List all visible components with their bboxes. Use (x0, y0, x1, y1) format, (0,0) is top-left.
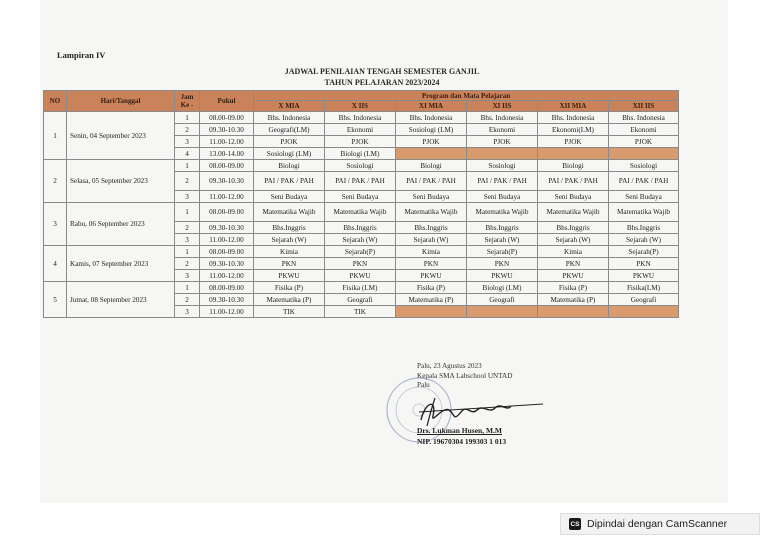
subject-cell: PKWU (538, 270, 609, 282)
subject-cell: Kimia (538, 246, 609, 258)
schedule-table (43, 90, 679, 318)
table-row (44, 246, 679, 258)
subject-cell: Sejarah(P) (325, 246, 396, 258)
subject-cell: PJOK (325, 136, 396, 148)
pukul-cell: 11.00-12.00 (200, 191, 254, 203)
sign-position: Kepala SMA Labschool UNTAD (417, 371, 513, 380)
header-class-3: XI IIS (467, 101, 538, 112)
table-row (44, 282, 679, 294)
subject-cell: Biologi (LM) (467, 282, 538, 294)
pukul-cell: 13.00-14.00 (200, 148, 254, 160)
subject-cell: Fisika (P) (538, 282, 609, 294)
subject-cell: Seni Budaya (538, 191, 609, 203)
subject-cell: Sejarah (W) (538, 234, 609, 246)
subject-cell: Sosiologi (467, 160, 538, 172)
jam-cell: 1 (175, 203, 200, 222)
subject-cell (396, 148, 467, 160)
subject-cell: Biologi (538, 160, 609, 172)
subject-cell: TIK (254, 306, 325, 318)
sign-city: Palu (417, 381, 430, 389)
subject-cell: PKWU (254, 270, 325, 282)
header-class-4: XII MIA (538, 101, 609, 112)
subject-cell: Bhs. Indonesia (467, 112, 538, 124)
subject-cell: Biologi (396, 160, 467, 172)
subject-cell (467, 148, 538, 160)
subject-cell: Geografi (467, 294, 538, 306)
jam-cell: 1 (175, 246, 200, 258)
jam-cell: 1 (175, 160, 200, 172)
subject-cell: PKN (254, 258, 325, 270)
subject-cell: Bhs. Indonesia (396, 112, 467, 124)
subject-cell: PKN (538, 258, 609, 270)
subject-cell: Seni Budaya (396, 191, 467, 203)
subject-cell: Seni Budaya (609, 191, 679, 203)
jam-cell: 3 (175, 306, 200, 318)
pukul-cell: 09.30-10.30 (200, 124, 254, 136)
day-number: 1 (44, 112, 67, 160)
sign-place-date: Palu, 23 Agustus 2023 (417, 362, 482, 370)
subject-cell (609, 148, 679, 160)
jam-cell: 1 (175, 112, 200, 124)
subject-cell: PKWU (609, 270, 679, 282)
header-pukul: Pukul (200, 91, 254, 112)
subject-cell: Bhs. Indonesia (254, 112, 325, 124)
subject-cell: PKWU (325, 270, 396, 282)
subject-cell: Sejarah (W) (254, 234, 325, 246)
header-hari: Hari/Tanggal (67, 91, 175, 112)
subject-cell: PAI / PAK / PAH (325, 172, 396, 191)
subject-cell: Geografi(LM) (254, 124, 325, 136)
jam-cell: 2 (175, 258, 200, 270)
subject-cell: PJOK (396, 136, 467, 148)
pukul-cell: 11.00-12.00 (200, 234, 254, 246)
header-class-0: X MIA (254, 101, 325, 112)
pukul-cell: 08.00-09.00 (200, 160, 254, 172)
jam-cell: 3 (175, 234, 200, 246)
pukul-cell: 11.00-12.00 (200, 136, 254, 148)
schedule-body (44, 112, 679, 318)
subject-cell: Sejarah(P) (467, 246, 538, 258)
subject-cell: Ekonomi (467, 124, 538, 136)
subject-cell: Seni Budaya (467, 191, 538, 203)
jam-cell: 2 (175, 124, 200, 136)
pukul-cell: 08.00-09.00 (200, 203, 254, 222)
jam-cell: 3 (175, 270, 200, 282)
subject-cell: Ekonomi (609, 124, 679, 136)
subject-cell: Bhs.Inggris (396, 222, 467, 234)
pukul-cell: 09.30-10.30 (200, 222, 254, 234)
subject-cell: Sosiologi (LM) (396, 124, 467, 136)
subject-cell: Geografi (609, 294, 679, 306)
subject-cell: PKN (609, 258, 679, 270)
handwritten-signature (415, 392, 545, 428)
subject-cell: Fisika (P) (254, 282, 325, 294)
subject-cell: Biologi (LM) (325, 148, 396, 160)
header-jam: Jam Ke - (175, 91, 200, 112)
subject-cell: PJOK (538, 136, 609, 148)
subject-cell: Bhs.Inggris (254, 222, 325, 234)
subject-cell: Kimia (396, 246, 467, 258)
subject-cell: Sejarah (W) (609, 234, 679, 246)
signer-name: Drs. Lukman Husen, M.M (417, 426, 503, 435)
subject-cell: Matematika Wajib (609, 203, 679, 222)
subject-cell: Matematika Wajib (538, 203, 609, 222)
subject-cell (467, 306, 538, 318)
subject-cell: Geografi (325, 294, 396, 306)
pukul-cell: 08.00-09.00 (200, 112, 254, 124)
subject-cell: Bhs.Inggris (538, 222, 609, 234)
jam-cell: 4 (175, 148, 200, 160)
subject-cell: PKWU (396, 270, 467, 282)
day-number: 3 (44, 203, 67, 246)
pukul-cell: 08.00-09.00 (200, 246, 254, 258)
subject-cell: Matematika Wajib (396, 203, 467, 222)
subject-cell: PAI / PAK / PAH (467, 172, 538, 191)
subject-cell: Fisika (P) (396, 282, 467, 294)
subject-cell: Seni Budaya (325, 191, 396, 203)
jam-cell: 3 (175, 191, 200, 203)
header-class-2: XI MIA (396, 101, 467, 112)
subject-cell: PAI / PAK / PAH (254, 172, 325, 191)
table-row (44, 203, 679, 222)
title-line-2: TAHUN PELAJARAN 2023/2024 (324, 78, 440, 87)
lampiran-label: Lampiran IV (57, 50, 106, 60)
header-no: NO (44, 91, 67, 112)
camscanner-icon: CS (569, 518, 581, 530)
pukul-cell: 08.00-09.00 (200, 282, 254, 294)
subject-cell: PKWU (467, 270, 538, 282)
signer-nip: NIP. 19670304 199303 1 013 (417, 437, 507, 446)
camscanner-badge (560, 513, 760, 535)
jam-cell: 3 (175, 136, 200, 148)
subject-cell: PAI / PAK / PAH (609, 172, 679, 191)
pukul-cell: 09.30-10.30 (200, 258, 254, 270)
day-number: 2 (44, 160, 67, 203)
subject-cell: Ekonomi(LM) (538, 124, 609, 136)
subject-cell (396, 306, 467, 318)
pukul-cell: 11.00-12.00 (200, 306, 254, 318)
subject-cell: Sosiologi (325, 160, 396, 172)
camscanner-text: Dipindai dengan CamScanner (587, 518, 728, 530)
subject-cell: Matematika Wajib (325, 203, 396, 222)
jam-cell: 2 (175, 172, 200, 191)
day-date: Jumat, 08 September 2023 (67, 282, 175, 318)
subject-cell: Matematika (P) (538, 294, 609, 306)
subject-cell: Seni Budaya (254, 191, 325, 203)
header-class-1: X IIS (325, 101, 396, 112)
subject-cell: Fisika(LM) (609, 282, 679, 294)
subject-cell: Sosiologi (LM) (254, 148, 325, 160)
day-date: Selasa, 05 September 2023 (67, 160, 175, 203)
subject-cell: PAI / PAK / PAH (396, 172, 467, 191)
subject-cell: PAI / PAK / PAH (538, 172, 609, 191)
subject-cell: Bhs.Inggris (609, 222, 679, 234)
subject-cell: Bhs. Indonesia (325, 112, 396, 124)
subject-cell: Matematika (P) (396, 294, 467, 306)
subject-cell: Bhs.Inggris (325, 222, 396, 234)
subject-cell: Bhs.Inggris (467, 222, 538, 234)
pukul-cell: 11.00-12.00 (200, 270, 254, 282)
subject-cell: PKN (396, 258, 467, 270)
subject-cell: PKN (325, 258, 396, 270)
document-title (250, 66, 514, 88)
subject-cell: Sosiologi (609, 160, 679, 172)
title-line-1: JADWAL PENILAIAN TENGAH SEMESTER GANJIL (284, 67, 480, 76)
subject-cell: Sejarah(P) (609, 246, 679, 258)
subject-cell: Sejarah (W) (396, 234, 467, 246)
header-program: Program dan Mata Pelajaran (254, 91, 679, 101)
subject-cell: Matematika Wajib (254, 203, 325, 222)
day-number: 5 (44, 282, 67, 318)
day-date: Rabu, 06 September 2023 (67, 203, 175, 246)
subject-cell (609, 306, 679, 318)
subject-cell: Ekonomi (325, 124, 396, 136)
subject-cell: Bhs. Indonesia (609, 112, 679, 124)
subject-cell: Sejarah (W) (325, 234, 396, 246)
jam-cell: 2 (175, 222, 200, 234)
subject-cell (538, 306, 609, 318)
subject-cell: Biologi (254, 160, 325, 172)
subject-cell: Sejarah (W) (467, 234, 538, 246)
table-row (44, 112, 679, 124)
header-class-5: XII IIS (609, 101, 679, 112)
pukul-cell: 09.30-10.30 (200, 172, 254, 191)
subject-cell: Kimia (254, 246, 325, 258)
subject-cell: Fisika (LM) (325, 282, 396, 294)
jam-cell: 2 (175, 294, 200, 306)
subject-cell: Matematika (P) (254, 294, 325, 306)
subject-cell (538, 148, 609, 160)
signature-block (417, 362, 512, 391)
pukul-cell: 09.30-10.30 (200, 294, 254, 306)
day-number: 4 (44, 246, 67, 282)
subject-cell: Bhs. Indonesia (538, 112, 609, 124)
subject-cell: PJOK (609, 136, 679, 148)
subject-cell: Matematika Wajib (467, 203, 538, 222)
jam-cell: 1 (175, 282, 200, 294)
subject-cell: PKN (467, 258, 538, 270)
subject-cell: PJOK (467, 136, 538, 148)
table-row (44, 160, 679, 172)
day-date: Kamis, 07 September 2023 (67, 246, 175, 282)
subject-cell: TIK (325, 306, 396, 318)
subject-cell: PJOK (254, 136, 325, 148)
day-date: Senin, 04 September 2023 (67, 112, 175, 160)
